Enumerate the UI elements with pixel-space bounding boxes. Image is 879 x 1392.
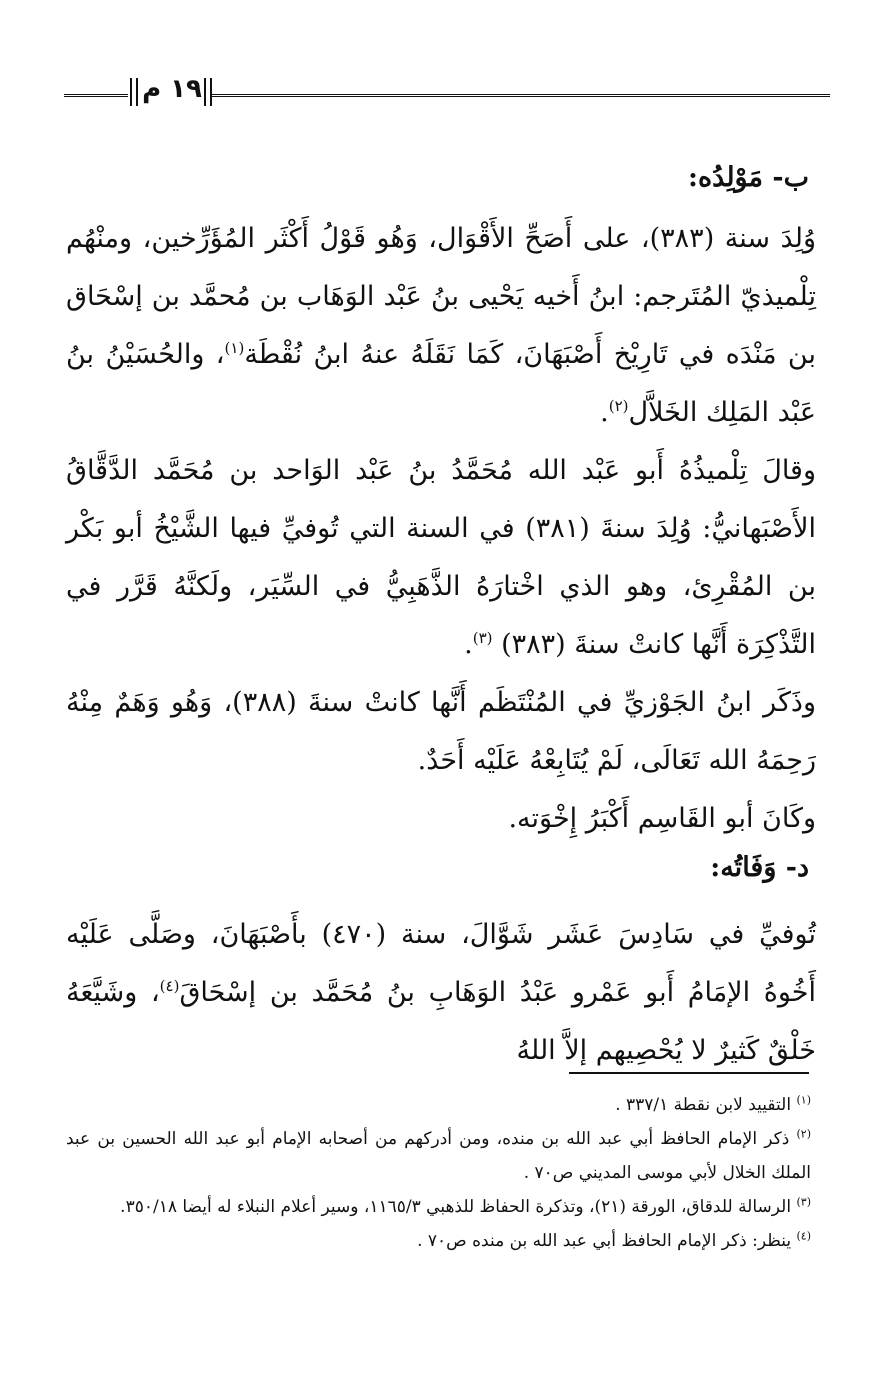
paragraph [66, 210, 816, 442]
footnote-text: ينظر: ذكر الإمام الحافظ أبي عبد الله بن منده ص٧٠ . [417, 1231, 792, 1251]
footnote-mark: (٣) [796, 1195, 811, 1209]
text-run: ، وشَيَّعَهُ خَلْقٌ كَثيرٌ لا يُحْصِيهم إلاَّ اللهُ [66, 977, 816, 1066]
running-header [64, 72, 830, 112]
footnote-text: ذكر الإمام الحافظ أبي عبد الله بن منده، ومن أدركهم من أصحابه الإمام أبو عبد الله الحسين بن عبد الملك الخلال لأبي موسى المديني ص٧٠ . [66, 1129, 811, 1183]
footnote-ref: (٤) [159, 977, 180, 995]
text-run: . [600, 397, 609, 428]
footnote [66, 1224, 811, 1258]
footnote-mark: (٢) [796, 1127, 811, 1141]
footnote [66, 1122, 811, 1190]
paragraph [66, 674, 816, 790]
header-bar [136, 78, 138, 106]
footnote-ref: (١) [224, 339, 245, 357]
footnote [66, 1088, 811, 1122]
footnote-separator [569, 1072, 809, 1074]
paragraph [66, 906, 816, 1080]
text-run: وذَكَر ابنُ الجَوْزيِّ في المُنْتَظَم أَنَّها كانتْ سنةَ (٣٨٨)، وَهُو وَهَمٌ مِنْهُ رَحِمَهُ الله تَعَالَى، لَمْ يُتَابِعْهُ عَلَيْه أَحَدٌ. [66, 687, 816, 776]
footnote-text: التقييد لابن نقطة ٣٣٧/١ . [615, 1095, 792, 1115]
header-bar [210, 78, 212, 106]
page-number: ١٩ م [142, 74, 202, 104]
footnote-mark: (٤) [796, 1229, 811, 1243]
text-run: ، والحُسَيْنُ بنُ عَبْد المَلِك الخَلاَّل [66, 339, 816, 428]
text-run: تُوفيِّ في سَادِسَ عَشَر شَوَّالَ، سنة (٤٧٠) بأَصْبَهَانَ، وصَلَّى عَلَيْه أَخُوهُ الإمَامُ أَبو عَمْرو عَبْدُ الوَهَابِ بنُ مُحَمَّد بن إسْحَاقَ [66, 919, 816, 1008]
section-body-birth [66, 210, 816, 848]
text-run: . [464, 629, 473, 660]
header-bar [130, 78, 132, 106]
footnotes [66, 1088, 811, 1258]
text-run: وقالَ تِلْميذُهُ أَبو عَبْد الله مُحَمَّدُ بنُ عَبْد الوَاحد بن مُحَمَّد الدَّقَّاقُ الأَصْبَهانيُّ: وُلِدَ سنةَ (٣٨١) في السنة التي تُوفيِّ فيها الشَّيْخُ أبو بَكْر بن المُقْرِئ، وهو الذي اخْتارَهُ الذَّهَبِيُّ في السِّيَر، ولَكنَّهُ قَرَّر في التَّذْكِرَة أَنَّها كانتْ سنةَ (٣٨٣) [66, 455, 816, 660]
paragraph [66, 790, 816, 848]
header-rule-right [212, 94, 830, 97]
section-heading-death: د- وَفَاتُه: [710, 852, 809, 883]
footnote [66, 1190, 811, 1224]
footnote-ref: (٣) [472, 629, 493, 647]
footnote-ref: (٢) [608, 397, 629, 415]
footnote-mark: (١) [796, 1093, 811, 1107]
footnote-text: الرسالة للدقاق، الورقة (٢١)، وتذكرة الحفاظ للذهبي ١١٦٥/٣، وسير أعلام النبلاء له أيضا ٣٥٠/١٨. [120, 1197, 792, 1217]
section-heading-birth: ب- مَوْلِدُه: [688, 162, 809, 193]
header-bar [204, 78, 206, 106]
section-body-death [66, 906, 816, 1080]
paragraph [66, 442, 816, 674]
text-run: وكَانَ أبو القَاسِم أَكْبَرُ إِخْوَته. [508, 803, 816, 834]
header-rule-left [64, 94, 128, 97]
text-run: وُلِدَ سنة (٣٨٣)، على أَصَحِّ الأَقْوَال، وَهُو قَوْلُ أَكْثَر المُؤَرِّخين، ومنْهُم تِلْميذيّ المُتَرجم: ابنُ أَخيه يَحْيى بنُ عَبْد الوَهَاب بن مُحمَّد بن إسْحَاق بن مَنْدَه في تَارِيْخ أَصْبَهَانَ، كَمَا نَقَلَهُ عنهُ ابنُ نُقْطَة [66, 223, 816, 370]
